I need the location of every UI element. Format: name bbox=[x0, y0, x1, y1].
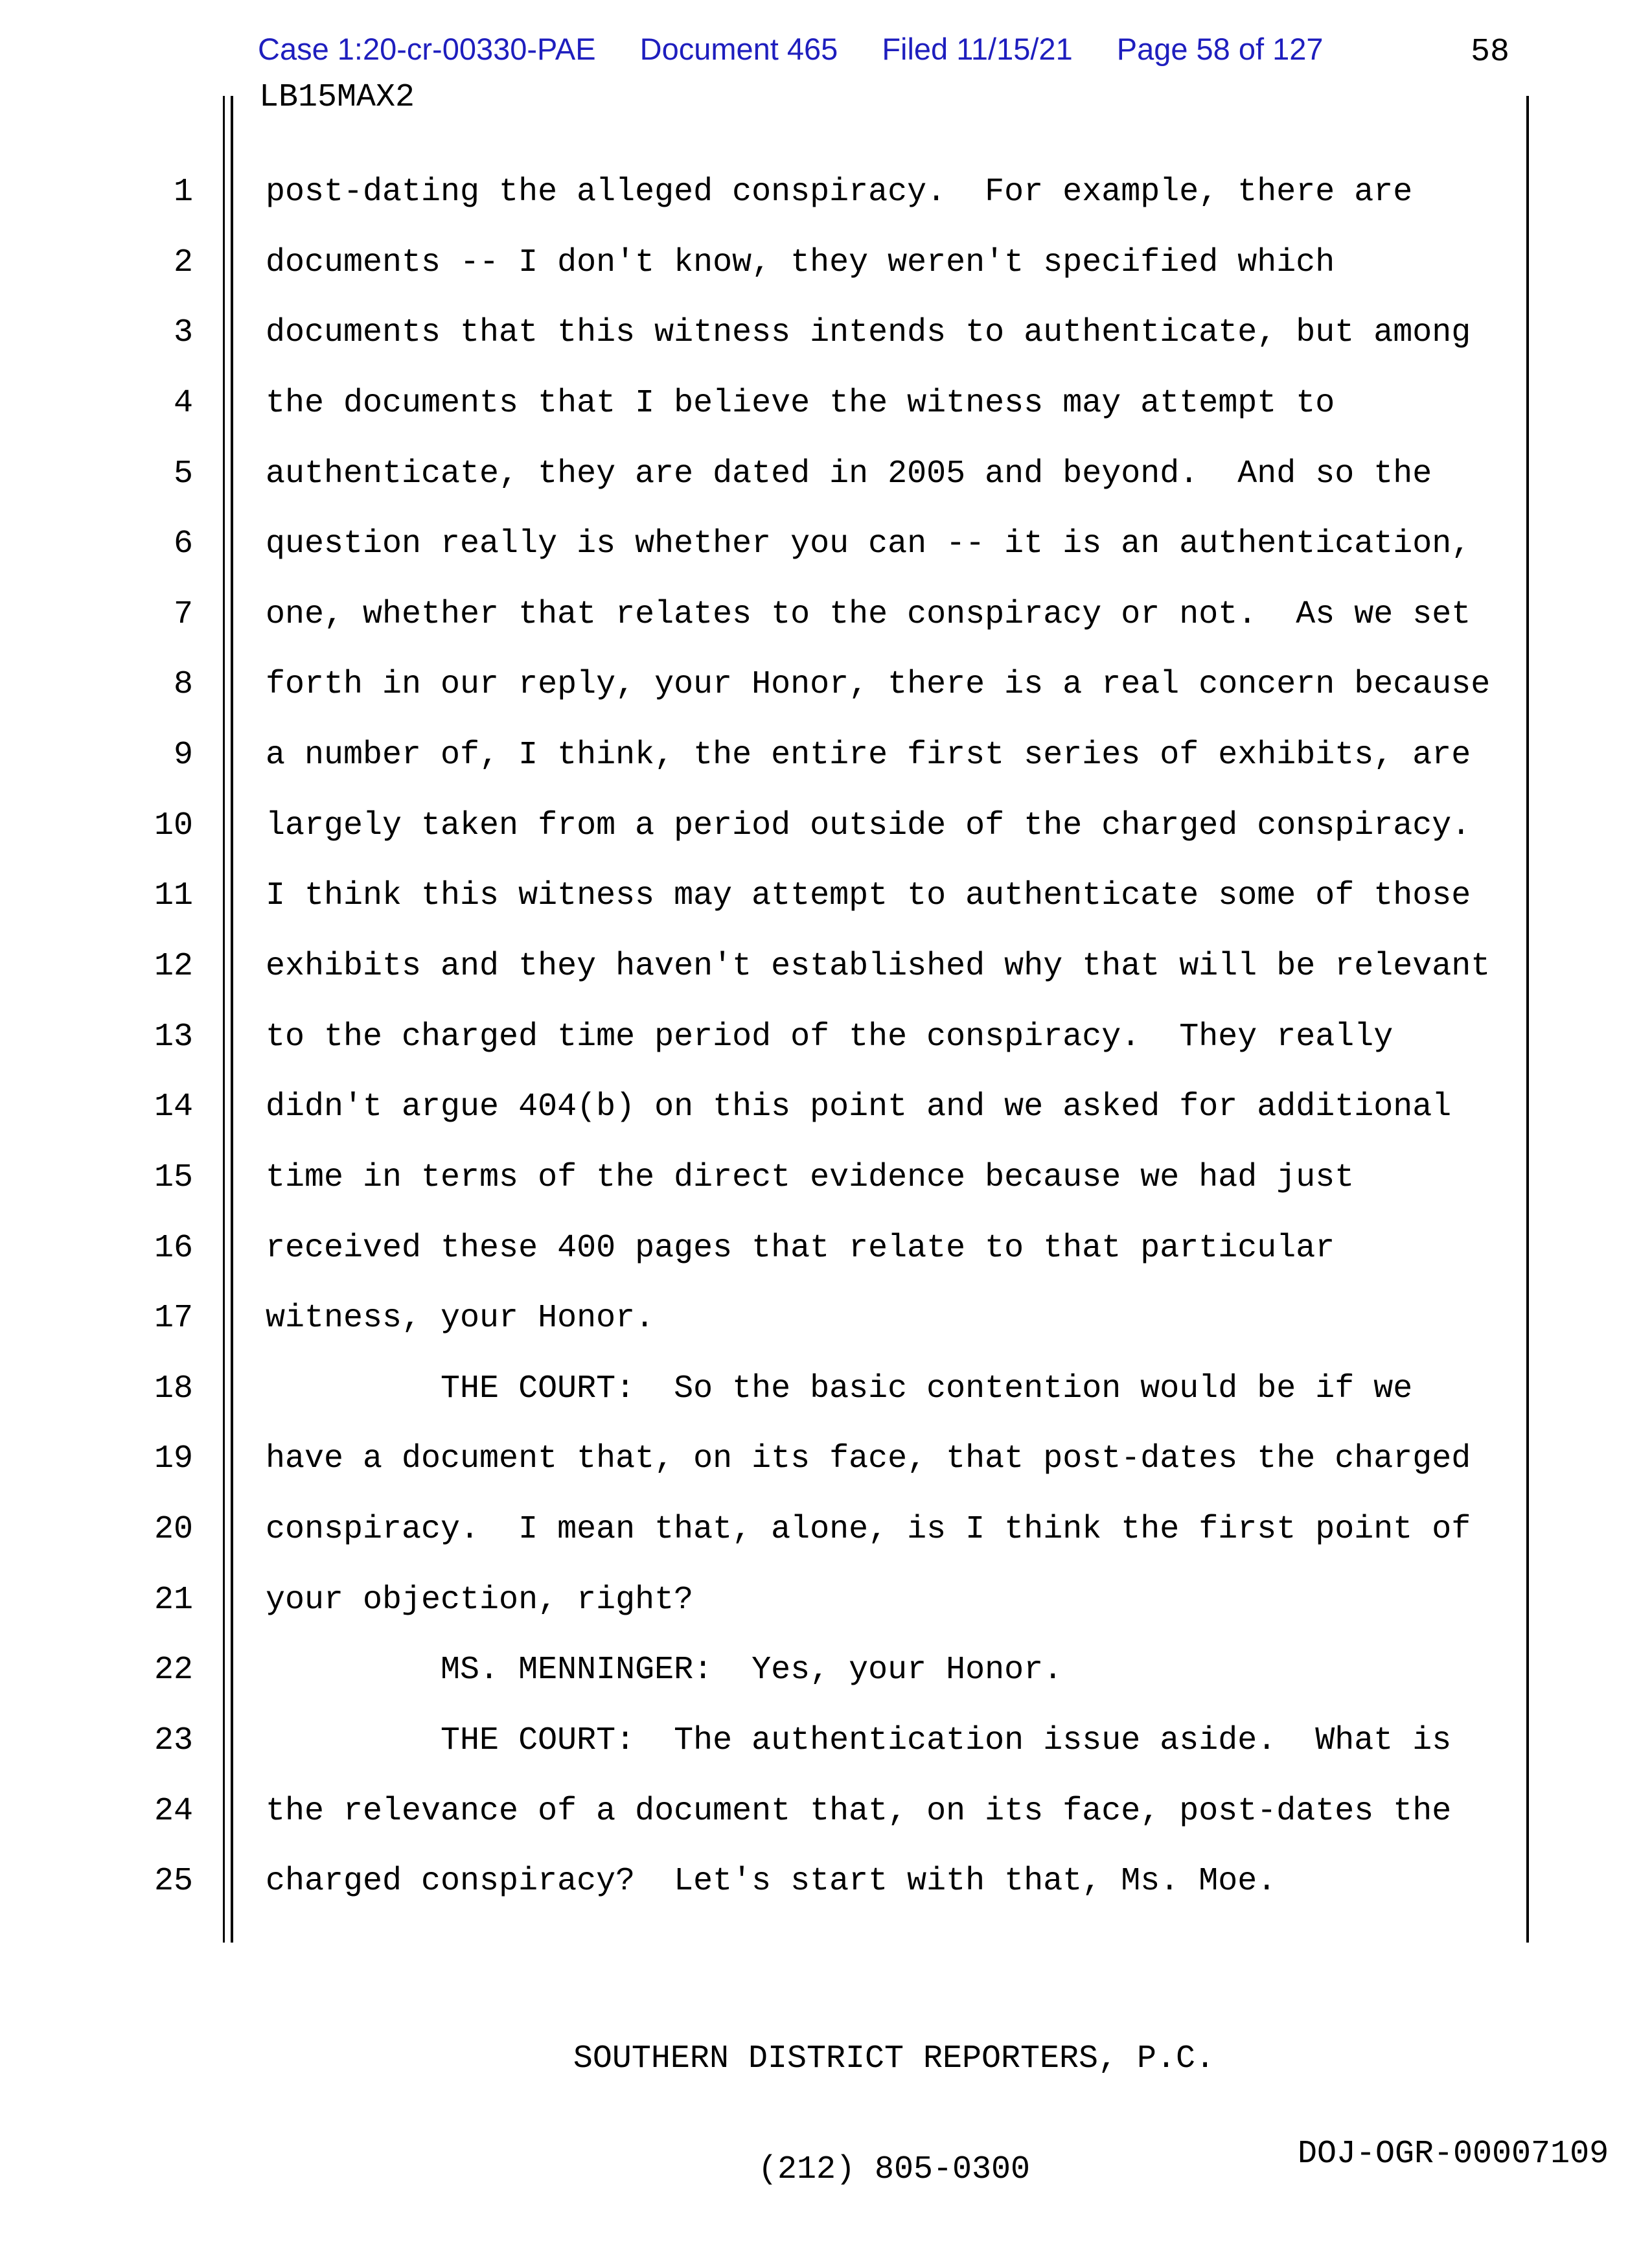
line-text: THE COURT: So the basic contention would be if we bbox=[266, 1370, 1413, 1407]
line-text: documents -- I don't know, they weren't specified which bbox=[266, 244, 1335, 281]
filed-date: Filed 11/15/21 bbox=[882, 32, 1073, 66]
line-number: 10 bbox=[154, 807, 193, 844]
reporter-phone: (212) 805-0300 bbox=[757, 2151, 1031, 2188]
case-number: Case 1:20-cr-00330-PAE bbox=[258, 32, 596, 66]
line-text: question really is whether you can -- it is an authentication, bbox=[266, 525, 1471, 562]
line-number: 19 bbox=[154, 1440, 193, 1477]
line-text: THE COURT: The authentication issue aside. What is bbox=[266, 1722, 1452, 1759]
line-number: 11 bbox=[154, 877, 193, 914]
line-text: documents that this witness intends to authenticate, but among bbox=[266, 314, 1471, 351]
line-text: authenticate, they are dated in 2005 and beyond. And so the bbox=[266, 456, 1432, 492]
left-vertical-rule-outer bbox=[223, 96, 225, 1943]
line-text: a number of, I think, the entire first series of exhibits, are bbox=[266, 737, 1471, 774]
line-number: 17 bbox=[154, 1300, 193, 1337]
doj-bates-stamp: DOJ-OGR-00007109 bbox=[1298, 2136, 1609, 2173]
line-text: didn't argue 404(b) on this point and we asked for additional bbox=[266, 1089, 1452, 1125]
line-text: the documents that I believe the witness may attempt to bbox=[266, 385, 1335, 422]
line-number: 9 bbox=[173, 737, 193, 774]
line-text: time in terms of the direct evidence because we had just bbox=[266, 1159, 1355, 1196]
line-text: exhibits and they haven't established why that will be relevant bbox=[266, 948, 1491, 985]
page-of-pages: Page 58 of 127 bbox=[1116, 32, 1324, 66]
left-vertical-rule-inner bbox=[231, 96, 233, 1943]
line-text: to the charged time period of the conspiracy. They really bbox=[266, 1019, 1394, 1056]
line-number: 20 bbox=[154, 1511, 193, 1548]
line-number: 3 bbox=[173, 314, 193, 351]
line-number: 13 bbox=[154, 1019, 193, 1056]
line-number: 1 bbox=[173, 174, 193, 211]
line-number: 12 bbox=[154, 948, 193, 985]
reporter-footer bbox=[136, 1967, 1652, 2262]
reporter-name: SOUTHERN DISTRICT REPORTERS, P.C. bbox=[573, 2040, 1215, 2077]
transcript-page-number: 58 bbox=[1471, 34, 1510, 71]
document-number: Document 465 bbox=[639, 32, 838, 66]
line-text: forth in our reply, your Honor, there is a real concern because bbox=[266, 666, 1491, 703]
line-text: I think this witness may attempt to authenticate some of those bbox=[266, 877, 1471, 914]
line-number: 18 bbox=[154, 1370, 193, 1407]
line-number: 7 bbox=[173, 596, 193, 633]
line-number: 23 bbox=[154, 1722, 193, 1759]
line-number: 24 bbox=[154, 1793, 193, 1830]
line-text: witness, your Honor. bbox=[266, 1300, 655, 1337]
line-text: conspiracy. I mean that, alone, is I think the first point of bbox=[266, 1511, 1471, 1548]
line-text: have a document that, on its face, that post-dates the charged bbox=[266, 1440, 1471, 1477]
line-number: 8 bbox=[173, 666, 193, 703]
line-number: 2 bbox=[173, 244, 193, 281]
line-text: MS. MENNINGER: Yes, your Honor. bbox=[266, 1652, 1063, 1689]
line-number: 15 bbox=[154, 1159, 193, 1196]
line-text: post-dating the alleged conspiracy. For example, there are bbox=[266, 174, 1413, 211]
ecf-case-stamp bbox=[258, 34, 1324, 64]
line-text: received these 400 pages that relate to that particular bbox=[266, 1230, 1335, 1267]
line-text: charged conspiracy? Let's start with that, Ms. Moe. bbox=[266, 1863, 1277, 1900]
line-number: 21 bbox=[154, 1582, 193, 1619]
line-text: largely taken from a period outside of the charged conspiracy. bbox=[266, 807, 1471, 844]
right-vertical-rule bbox=[1526, 96, 1529, 1943]
line-number: 16 bbox=[154, 1230, 193, 1267]
line-text: one, whether that relates to the conspiracy or not. As we set bbox=[266, 596, 1471, 633]
line-text: the relevance of a document that, on its face, post-dates the bbox=[266, 1793, 1452, 1830]
line-number: 4 bbox=[173, 385, 193, 422]
line-text: your objection, right? bbox=[266, 1582, 694, 1619]
line-number: 25 bbox=[154, 1863, 193, 1900]
line-number: 14 bbox=[154, 1089, 193, 1125]
transcript-id: LB15MAX2 bbox=[259, 79, 415, 116]
line-number: 6 bbox=[173, 525, 193, 562]
line-number: 22 bbox=[154, 1652, 193, 1689]
line-number: 5 bbox=[173, 456, 193, 492]
